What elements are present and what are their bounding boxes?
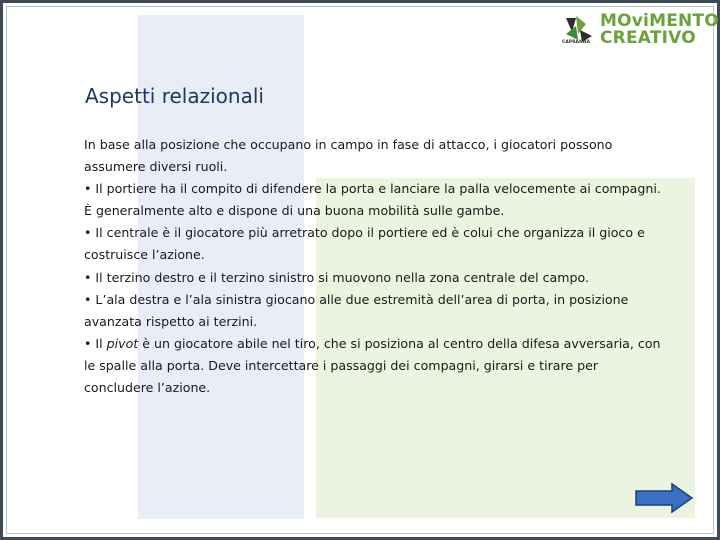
role-description: si muovono nella zona centrale del campo.	[314, 269, 589, 285]
role-connector: e il	[194, 269, 221, 285]
role-ali	[84, 289, 664, 333]
role-term: terzino destro	[106, 269, 195, 285]
bullet: • L’	[84, 291, 107, 307]
role-pivot	[84, 333, 664, 399]
logo-line-2: CREATIVO	[600, 28, 696, 48]
slide-body	[84, 134, 664, 399]
role-term: centrale	[106, 225, 159, 241]
role-description: è un giocatore abile nel tiro, che si posiziona al centro della difesa avversaria, con le spalle alla porta. Deve intercettare i passaggi dei compagni, girarsi e tirare per concludere l’azione.	[84, 335, 661, 396]
role-centrale	[84, 222, 664, 266]
bullet: • Il	[84, 181, 107, 197]
logo-sublabel: CAPRANNA	[562, 40, 591, 45]
logo-line-1: MOviMENTO	[600, 11, 719, 31]
next-slide-button[interactable]	[634, 482, 694, 514]
role-connector: e l’	[169, 291, 193, 307]
role-term: pivot	[106, 335, 139, 351]
role-portiere	[84, 178, 664, 222]
movimento-creativo-logo	[562, 11, 719, 54]
slide-title: Aspetti relazionali	[85, 84, 264, 108]
right-arrow-icon	[636, 484, 692, 512]
bullet: • Il	[84, 335, 107, 351]
role-description: ha il compito di difendere la porta e lanciare la palla velocemente ai compagni. È generalmente alto e dispone di una buona mobilità sulle gambe.	[84, 181, 661, 219]
role-term: portiere	[106, 181, 157, 197]
bullet: • Il	[84, 225, 107, 241]
role-term-2: ala sinistra	[192, 291, 262, 307]
role-description: è il giocatore più arretrato dopo il portiere ed è colui che organizza il gioco e costruisce l’azione.	[84, 225, 645, 263]
role-term: ala destra	[106, 291, 170, 307]
role-term-2: terzino sinistro	[220, 269, 315, 285]
role-terzini	[84, 267, 664, 289]
logo-wordmark	[600, 13, 719, 47]
intro-paragraph: In base alla posizione che occupano in campo in fase di attacco, i giocatori possono assumere diversi ruoli.	[84, 137, 613, 175]
role-description: giocano alle due estremità dell’area di porta, in posizione avanzata rispetto ai terzini.	[84, 291, 629, 329]
logo-mark-icon	[562, 14, 594, 54]
bullet: • Il	[84, 269, 107, 285]
